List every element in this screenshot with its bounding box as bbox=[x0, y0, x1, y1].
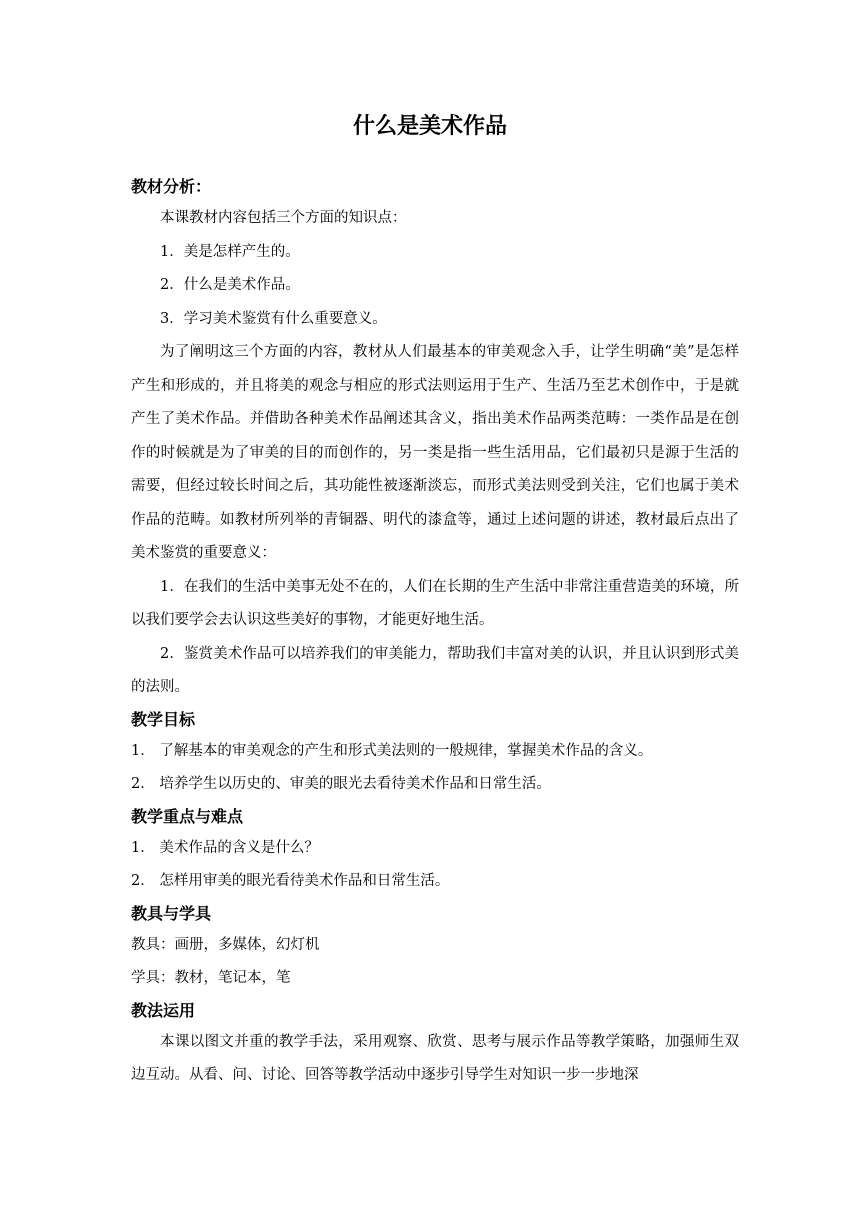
list-item: 1．在我们的生活中美事无处不在的，人们在长期的生产生活中非常注重营造美的环境，所以我们要学会去认识这些美好的事物，才能更好地生活。 bbox=[131, 578, 739, 628]
paragraph: 本课教材内容包括三个方面的知识点： bbox=[160, 210, 407, 226]
list-item: 3．学习美术鉴赏有什么重要意义。 bbox=[160, 310, 387, 327]
list-item: 1．美是怎样产生的。 bbox=[160, 243, 300, 260]
list-item: 2．鉴赏美术作品可以培养我们的审美能力，帮助我们丰富对美的认识，并且认识到形式美的法则。 bbox=[131, 645, 739, 695]
section-heading-key-points: 教学重点与难点 bbox=[131, 806, 244, 826]
list-item: 2． 培养学生以历史的、审美的眼光去看待美术作品和日常生活。 bbox=[131, 776, 551, 792]
list-item: 1． 美术作品的含义是什么？ bbox=[131, 839, 319, 856]
section-heading-methods: 教法运用 bbox=[131, 1000, 196, 1020]
section-heading-objectives: 教学目标 bbox=[131, 709, 196, 729]
list-item: 1． 了解基本的审美观念的产生和形式美法则的一般规律，掌握美术作品的含义。 bbox=[131, 742, 653, 759]
list-item: 2． 怎样用审美的眼光看待美术作品和日常生活。 bbox=[131, 873, 450, 889]
paragraph: 学具：教材，笔记本，笔 bbox=[131, 970, 291, 986]
page-title: 什么是美术作品 bbox=[352, 114, 507, 139]
section-heading-materials: 教具与学具 bbox=[131, 903, 212, 923]
list-item: 2．什么是美术作品。 bbox=[160, 277, 300, 293]
paragraph: 教具：画册，多媒体，幻灯机 bbox=[131, 936, 320, 953]
paragraph: 为了阐明这三个方面的内容，教材从人们最基本的审美观念入手，让学生明确“美”是怎样产生和形成的，并且将美的观念与相应的形式法则运用于生产、生活乃至艺术创作中，于是就产生了美术作品。并借助各种美术作品阐述其含义，指出美术作品两类范畴：一类作品是在创作的时候就是为了审美的目的而创作的，另一类是指一些生活用品，它们最初只是源于生活的需要，但经过较长时间之后，其功能性被逐渐淡忘，而形式美法则受到关注，它们也属于美术作品的范畴。如教材所列举的青铜器、明代的漆盒等，通过上述问题的讲述，教材最后点出了美术鉴赏的重要意义： bbox=[131, 344, 739, 561]
paragraph: 本课以图文并重的教学手法，采用观察、欣赏、思考与展示作品等教学策略，加强师生双边互动。从看、问、讨论、回答等教学活动中逐步引导学生对知识一步一步地深 bbox=[131, 1033, 739, 1083]
document-body bbox=[131, 172, 739, 1093]
section-heading-analysis: 教材分析： bbox=[131, 177, 212, 196]
